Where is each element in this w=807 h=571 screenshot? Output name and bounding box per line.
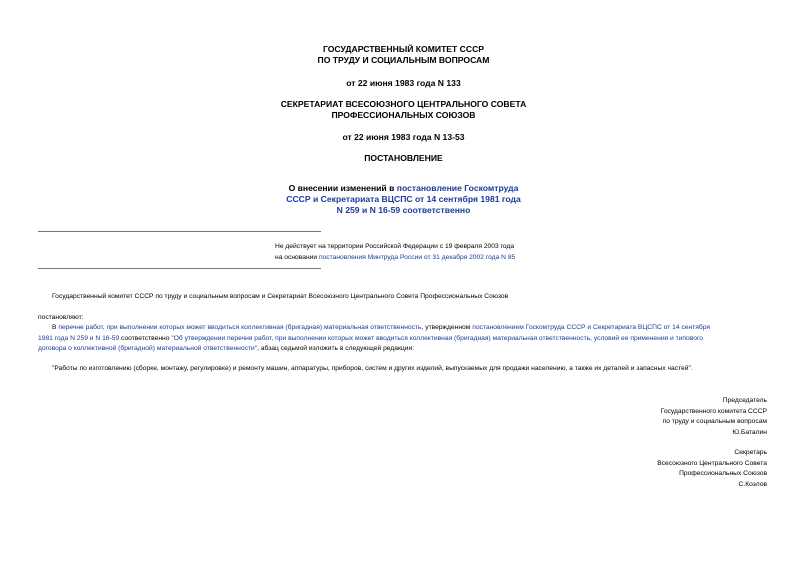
signature-secretary xyxy=(657,448,767,490)
quoted-text: "Работы по изготовлению (сборке, монтажу, регулировке) и ремонту машин, аппаратуры, приборов, систем и других изделий, выпускаемых для продажи населению, а также их деталей и запасных частей". xyxy=(52,365,693,372)
secretary-name: С.Козлов xyxy=(738,480,767,488)
status-note-prefix: на основании xyxy=(275,254,319,261)
signature-chair xyxy=(661,396,767,438)
title-prefix: О внесении изменений в xyxy=(288,183,397,193)
p1-mid-2: соответственно xyxy=(119,334,172,342)
union-date: от 22 июня 1983 года N 13-53 xyxy=(342,132,465,142)
p1-suffix: , абзац седьмой изложить в следующей редакции: xyxy=(257,345,415,352)
document-title xyxy=(0,183,807,216)
title-link-part-3[interactable]: N 259 и N 16-59 соответственно xyxy=(336,205,471,215)
document-type: ПОСТАНОВЛЕНИЕ xyxy=(364,153,443,163)
chair-name: Ю.Баталин xyxy=(732,428,767,436)
status-note-link[interactable]: постановления Минтруда России от 31 декабря 2002 года N 85 xyxy=(318,254,516,261)
p1-prefix: В xyxy=(52,324,59,331)
committee-line-1: ГОСУДАРСТВЕННЫЙ КОМИТЕТ СССР xyxy=(322,44,485,54)
secretary-org-2: Профессиональных Союзов xyxy=(679,470,767,477)
issuer-union xyxy=(0,99,807,121)
status-note xyxy=(275,241,515,263)
main-paragraph xyxy=(38,323,778,355)
p1-link-resolution-b[interactable]: 1981 года N 259 и N 16-59 xyxy=(38,334,120,342)
union-line-2: ПРОФЕССИОНАЛЬНЫХ СОЮЗОВ xyxy=(331,110,476,120)
divider-top xyxy=(38,231,321,232)
divider-bottom xyxy=(38,268,321,269)
status-note-line-1: Не действует на территории Российской Федерации с 19 февраля 2003 года xyxy=(275,243,515,250)
chair-org-1: Государственного комитета СССР xyxy=(660,407,767,415)
p1-link-resolution-a[interactable]: постановлением Госкомтруда СССР и Секретариата ВЦСПС от 14 сентября xyxy=(472,324,710,331)
chair-role: Председатель xyxy=(722,397,767,404)
p1-link-title-a[interactable]: "Об утверждении перечня работ, при выполнении которых может вводиться коллективная (бригадная) материальная ответственность, условий ее применения и типового xyxy=(171,334,703,342)
title-link-part-1[interactable]: постановление Госкомтруда xyxy=(396,183,519,193)
issuer-committee xyxy=(0,44,807,66)
intro-paragraph: Государственный комитет СССР по труду и социальным вопросам и Секретариат Всесоюзного Центрального Совета Профессиональных Союзов xyxy=(52,293,509,300)
p1-link-work-list[interactable]: перечне работ, при выполнении которых может вводиться коллективная (бригадная) материальная ответственность xyxy=(58,324,422,331)
resolve-line: постановляют: xyxy=(38,314,84,321)
union-line-1: СЕКРЕТАРИАТ ВСЕСОЮЗНОГО ЦЕНТРАЛЬНОГО СОВЕТА xyxy=(280,99,527,109)
title-link-part-2[interactable]: СССР и Секретариата ВЦСПС от 14 сентября 1981 года xyxy=(286,194,521,204)
p1-mid-1: , утвержденном xyxy=(421,324,473,331)
secretary-role: Секретарь xyxy=(734,449,767,456)
p1-link-title-b[interactable]: договора о коллективной (бригадной) материальной ответственности" xyxy=(38,345,258,352)
committee-line-2: ПО ТРУДУ И СОЦИАЛЬНЫМ ВОПРОСАМ xyxy=(317,55,490,65)
chair-org-2: по труду и социальным вопросам xyxy=(662,418,767,425)
committee-date: от 22 июня 1983 года N 133 xyxy=(346,78,461,88)
secretary-org-1: Всесоюзного Центрального Совета xyxy=(657,459,767,467)
